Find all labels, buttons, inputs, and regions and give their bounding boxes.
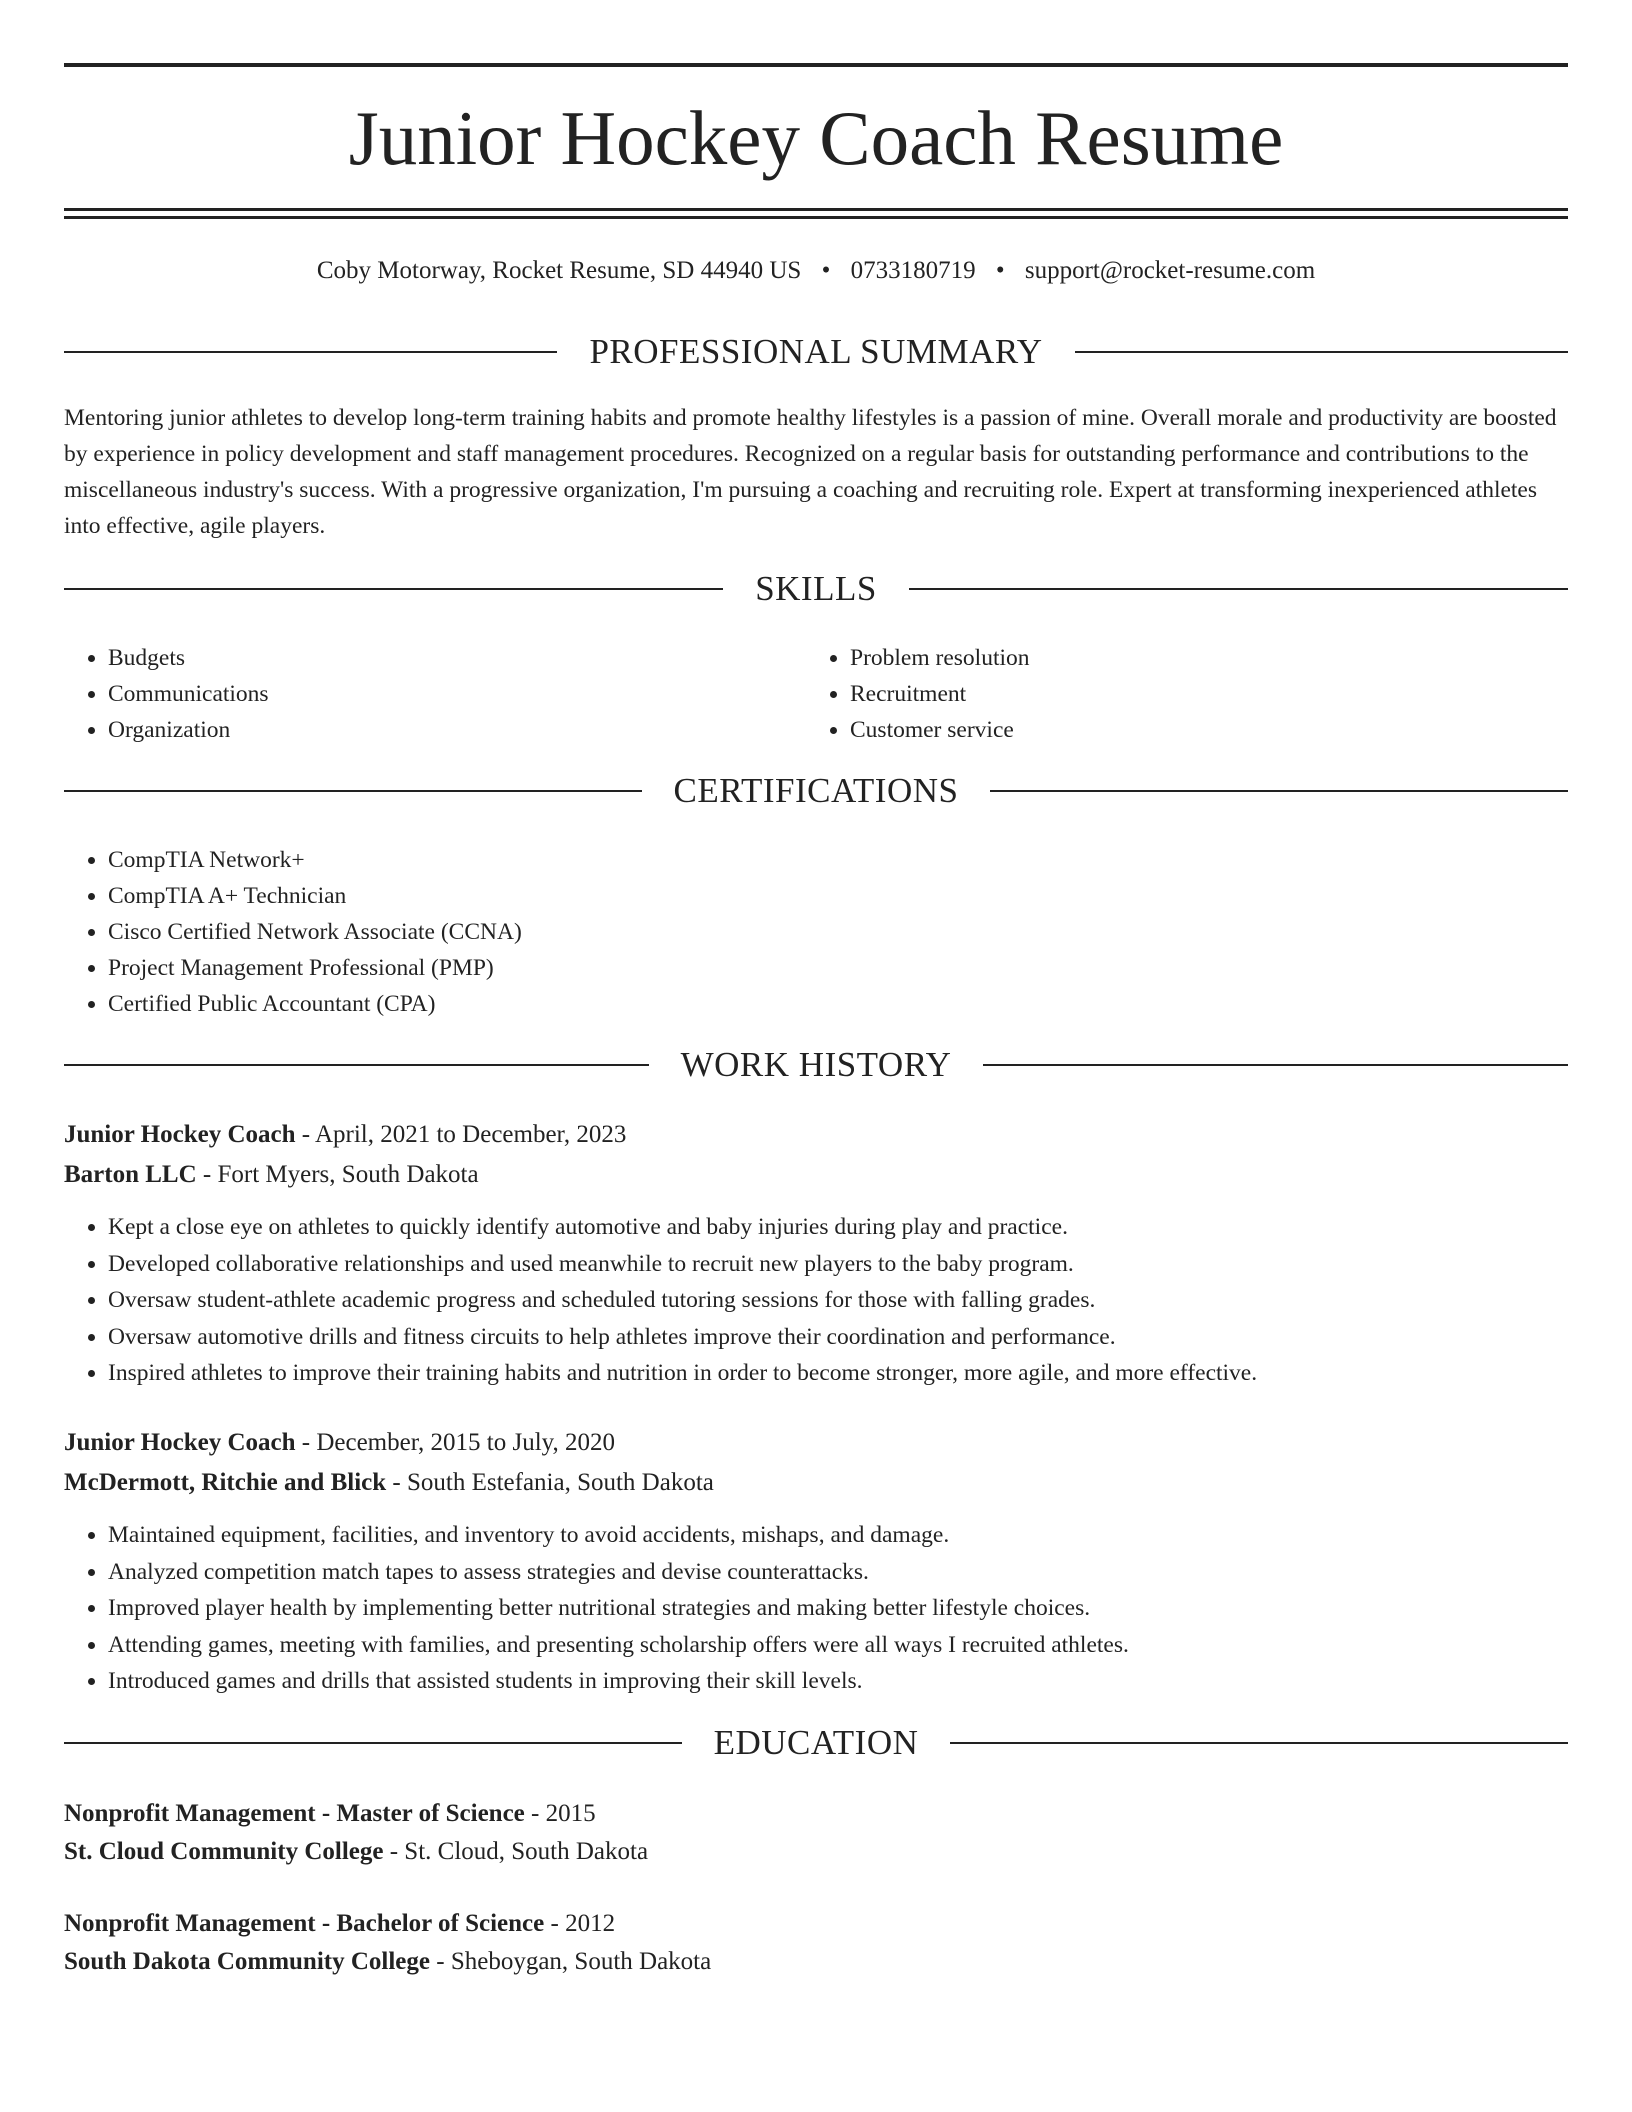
section-heading-skills (64, 569, 1568, 609)
section-heading-certifications (64, 771, 1568, 811)
education-degree-line (64, 1796, 1568, 1832)
job-bullet: • Developed collaborative relationships and used meanwhile to recruit new players to the baby program. (108, 1246, 1568, 1283)
title-double-rule (64, 208, 1568, 219)
job-bullet: • Oversaw automotive drills and fitness circuits to help athletes improve their coordination and performance. (108, 1319, 1568, 1356)
section-heading-education (64, 1723, 1568, 1763)
job-bullet: • Oversaw student-athlete academic progress and scheduled tutoring sessions for those with falling grades. (108, 1282, 1568, 1319)
job-bullet: • Analyzed competition match tapes to assess strategies and devise counterattacks. (108, 1554, 1568, 1591)
divider-line (990, 790, 1568, 792)
job-location: - South Estefania, South Dakota (386, 1469, 714, 1496)
certification-item: • Project Management Professional (PMP) (108, 950, 1064, 986)
education-school-line (64, 1834, 1568, 1870)
divider-line (983, 1064, 1568, 1066)
contact-phone: 0733180719 (850, 257, 976, 284)
section-title: CERTIFICATIONS (673, 771, 959, 810)
certifications-list (64, 842, 1064, 1022)
job-bullet: • Inspired athletes to improve their training habits and nutrition in order to become stronger, more agile, and more effective. (108, 1355, 1568, 1392)
education-location: - Sheboygan, South Dakota (430, 1948, 712, 1975)
divider-line (1075, 351, 1568, 353)
resume-title: Junior Hockey Coach Resume (348, 95, 1284, 181)
summary-text: Mentoring junior athletes to develop long-term training habits and promote healthy lifestyles is a passion of mine. Overall morale and productivity are boosted by experience in policy development and staff management procedures. Recognized on a regular basis for outstanding performance and contributions to the miscellaneous industry's success. With a progressive organization, I'm pursuing a coaching and recruiting role. Expert at transforming inexperienced athletes into effective, agile players. (64, 405, 1557, 539)
bullet-separator: • (995, 257, 1005, 284)
job-location: - Fort Myers, South Dakota (196, 1161, 479, 1188)
section-heading-summary (64, 332, 1568, 372)
education-location: - St. Cloud, South Dakota (383, 1838, 649, 1865)
skill-item: • Budgets (108, 640, 804, 676)
skills-column-left (64, 640, 804, 748)
divider-line (64, 588, 723, 590)
education-degree: Nonprofit Management - Master of Science (64, 1800, 525, 1827)
divider-line (64, 1742, 682, 1744)
skill-item: • Problem resolution (850, 640, 1546, 676)
contact-address: Coby Motorway, Rocket Resume, SD 44940 US (316, 257, 802, 284)
divider-line (64, 790, 642, 792)
job-header (64, 1117, 1568, 1153)
job-bullets (64, 1209, 1568, 1392)
education-school: St. Cloud Community College (64, 1838, 384, 1865)
job-company-line (64, 1465, 1568, 1501)
section-title: EDUCATION (713, 1723, 919, 1762)
divider-line (64, 1064, 649, 1066)
skill-item: • Communications (108, 676, 804, 712)
bullet-separator: • (821, 257, 831, 284)
section-title: PROFESSIONAL SUMMARY (589, 332, 1043, 371)
job-bullets (64, 1517, 1568, 1700)
education-degree-line (64, 1906, 1568, 1942)
contact-email: support@rocket-resume.com (1024, 257, 1316, 284)
skill-item: • Organization (108, 712, 804, 748)
job-company-line (64, 1157, 1568, 1193)
job-dates: - April, 2021 to December, 2023 (295, 1121, 627, 1148)
job-role: Junior Hockey Coach (64, 1121, 296, 1148)
job-role: Junior Hockey Coach (64, 1429, 296, 1456)
certification-item: • Cisco Certified Network Associate (CCNA) (108, 914, 1064, 950)
job-bullet: • Attending games, meeting with families, and presenting scholarship offers were all ways I recruited athletes. (108, 1627, 1568, 1664)
divider-line (950, 1742, 1568, 1744)
section-heading-work-history (64, 1045, 1568, 1085)
skill-item: • Customer service (850, 712, 1546, 748)
job-bullet: • Maintained equipment, facilities, and inventory to avoid accidents, mishaps, and damage. (108, 1517, 1568, 1554)
education-year: - 2015 (524, 1800, 596, 1827)
skills-column-right (806, 640, 1546, 748)
education-school-line (64, 1944, 1568, 1980)
skill-item: • Recruitment (850, 676, 1546, 712)
contact-line (64, 254, 1568, 288)
job-company: McDermott, Ritchie and Blick (64, 1469, 387, 1496)
job-dates: - December, 2015 to July, 2020 (295, 1429, 616, 1456)
job-company: Barton LLC (64, 1161, 197, 1188)
job-bullet: • Improved player health by implementing better nutritional strategies and making better lifestyle choices. (108, 1590, 1568, 1627)
education-degree: Nonprofit Management - Bachelor of Science (64, 1910, 545, 1937)
divider-line (64, 351, 557, 353)
certification-item: • CompTIA A+ Technician (108, 878, 1064, 914)
job-header (64, 1425, 1568, 1461)
education-school: South Dakota Community College (64, 1948, 430, 1975)
divider-line (909, 588, 1568, 590)
certification-item: • CompTIA Network+ (108, 842, 1064, 878)
top-rule (64, 63, 1568, 67)
job-bullet: • Kept a close eye on athletes to quickly identify automotive and baby injuries during play and practice. (108, 1209, 1568, 1246)
section-title: SKILLS (755, 569, 877, 608)
certification-item: • Certified Public Accountant (CPA) (108, 986, 1064, 1022)
section-title: WORK HISTORY (680, 1045, 952, 1084)
education-year: - 2012 (544, 1910, 616, 1937)
job-bullet: • Introduced games and drills that assisted students in improving their skill levels. (108, 1663, 1568, 1700)
